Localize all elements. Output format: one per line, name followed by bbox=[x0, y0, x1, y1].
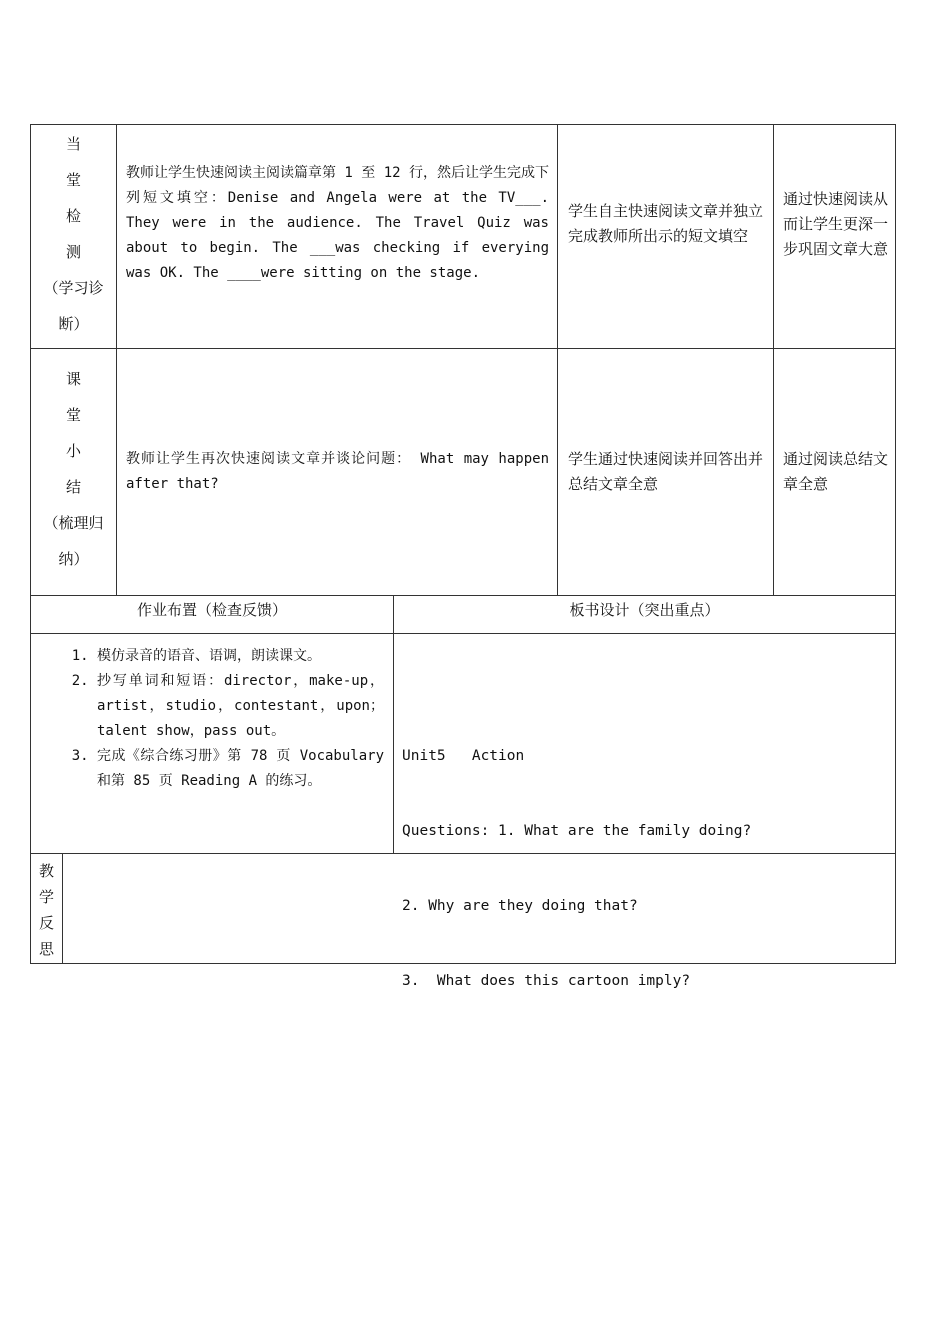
teacher-activity: 教师让学生再次快速阅读文章并谈论问题： What may happen after that? bbox=[117, 349, 558, 596]
board-header: 板书设计（突出重点） bbox=[394, 595, 896, 634]
reflection-table bbox=[30, 854, 896, 964]
design-purpose: 通过快速阅读从而让学生更深一步巩固文章大意 bbox=[774, 125, 896, 349]
label-char: 断） bbox=[58, 315, 89, 333]
label-char: 反 bbox=[38, 914, 54, 932]
board-design bbox=[394, 634, 896, 989]
student-activity: 学生自主快速阅读文章并独立完成教师所出示的短文填空 bbox=[558, 125, 774, 349]
label-char: 测 bbox=[65, 243, 81, 261]
homework-board-table bbox=[30, 595, 896, 989]
row-label-check bbox=[31, 125, 117, 349]
homework-list bbox=[31, 634, 394, 854]
label-char: 堂 bbox=[65, 171, 81, 189]
label-char: 思 bbox=[38, 940, 54, 958]
reflection-label bbox=[31, 854, 63, 964]
label-char: 课 bbox=[65, 370, 81, 388]
design-purpose: 通过阅读总结文章全意 bbox=[774, 349, 896, 596]
student-activity: 学生通过快速阅读并回答出并总结文章全意 bbox=[558, 349, 774, 596]
label-char: 教 bbox=[38, 862, 54, 880]
reflection-content[interactable] bbox=[63, 854, 896, 964]
board-line: Unit5 Action bbox=[402, 748, 525, 764]
board-line: 2. Why are they doing that? bbox=[402, 898, 638, 914]
homework-header: 作业布置（检查反馈） bbox=[31, 595, 394, 634]
homework-item: 2. 抄写单词和短语：director，make-up，artist，studio，contestant，upon；talent show，pass out。 bbox=[97, 669, 384, 744]
label-char: 堂 bbox=[65, 406, 81, 424]
label-char: （梳理归 bbox=[43, 514, 104, 532]
label-char: 结 bbox=[65, 478, 81, 496]
lesson-table bbox=[30, 124, 896, 596]
label-char: 当 bbox=[65, 135, 81, 153]
label-char: 小 bbox=[65, 442, 81, 460]
label-char: （学习诊 bbox=[43, 279, 104, 297]
label-char: 学 bbox=[38, 888, 54, 906]
homework-item: 3. 完成《综合练习册》第 78 页 Vocabulary 和第 85 页 Reading A 的练习。 bbox=[97, 744, 384, 794]
label-char: 检 bbox=[65, 207, 81, 225]
board-line: Questions: 1. What are the family doing? bbox=[402, 823, 752, 839]
board-line: 3. What does this cartoon imply? bbox=[402, 973, 691, 989]
homework-item: 1. 模仿录音的语音、语调，朗读课文。 bbox=[97, 644, 384, 669]
row-label-summary bbox=[31, 349, 117, 596]
teacher-activity: 教师让学生快速阅读主阅读篇章第 1 至 12 行，然后让学生完成下列短文填空：Denise and Angela were at the TV___. They were in the audience. The Travel Quiz was about to begin. The ___was checking if everying was OK. The ____were sitting on the stage. bbox=[117, 125, 558, 349]
label-char: 纳） bbox=[58, 550, 89, 568]
